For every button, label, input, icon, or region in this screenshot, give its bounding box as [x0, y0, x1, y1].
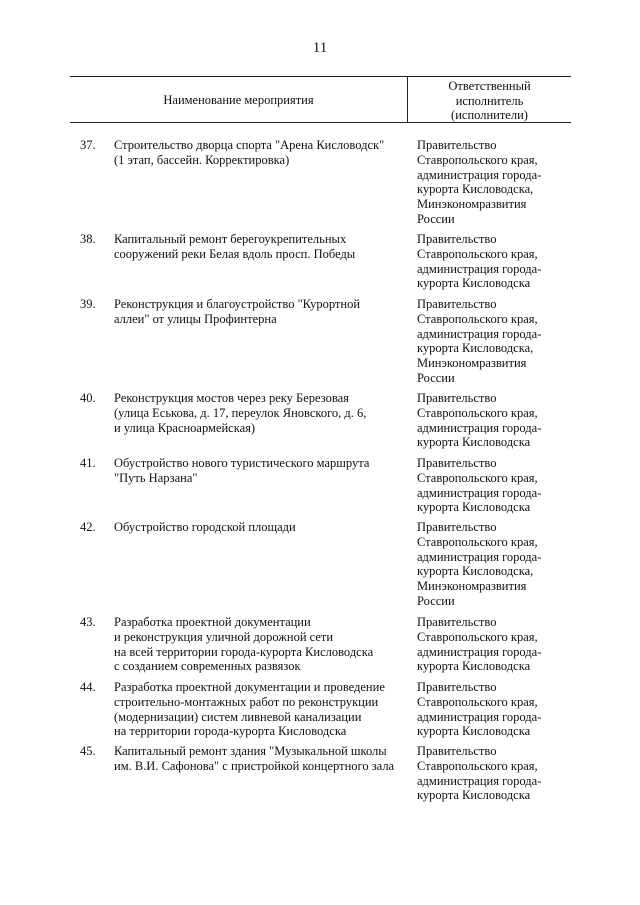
row-measure-name: Обустройство городской площади: [114, 520, 296, 534]
row-responsible: Правительство Ставропольского края, администрация города- курорта Кисловодска: [417, 456, 542, 515]
row-measure-name: Разработка проектной документации и проведение строительно-монтажных работ по реконструкции (модернизации) систем ливневой канализации на территории города-курорта Кисловодска: [114, 680, 385, 739]
row-responsible: Правительство Ставропольского края, администрация города- курорта Кисловодска, Минэкономразвития России: [417, 520, 542, 608]
column-header-responsible: Ответственный исполнитель (исполнители): [448, 79, 531, 122]
row-number: 42.: [80, 520, 96, 534]
row-number: 38.: [80, 232, 96, 246]
row-measure-name: Обустройство нового туристического маршрута "Путь Нарзана": [114, 456, 370, 485]
page-number: 11: [312, 40, 328, 56]
row-responsible: Правительство Ставропольского края, администрация города- курорта Кисловодска: [417, 615, 542, 674]
row-number: 37.: [80, 138, 96, 152]
row-measure-name: Реконструкция мостов через реку Березовая (улица Еськова, д. 17, переулок Яновского, д. 6, и улица Красноармейская): [114, 391, 367, 435]
row-responsible: Правительство Ставропольского края, администрация города- курорта Кисловодска: [417, 744, 542, 803]
row-responsible: Правительство Ставропольского края, администрация города- курорта Кисловодска, Минэкономразвития России: [417, 297, 542, 385]
row-responsible: Правительство Ставропольского края, администрация города- курорта Кисловодска: [417, 391, 542, 450]
row-responsible: Правительство Ставропольского края, администрация города- курорта Кисловодска, Минэкономразвития России: [417, 138, 542, 226]
row-measure-name: Разработка проектной документации и реконструкция уличной дорожной сети на всей территории города-курорта Кисловодска с созданием современных развязок: [114, 615, 374, 674]
column-header-name: Наименование мероприятия: [163, 93, 314, 107]
row-number: 39.: [80, 297, 96, 311]
row-number: 44.: [80, 680, 96, 694]
row-measure-name: Капитальный ремонт берегоукрепительных сооружений реки Белая вдоль просп. Победы: [114, 232, 356, 261]
row-number: 43.: [80, 615, 96, 629]
row-number: 40.: [80, 391, 96, 405]
table-top-border: [70, 76, 571, 77]
row-responsible: Правительство Ставропольского края, администрация города- курорта Кисловодска: [417, 232, 542, 291]
row-measure-name: Реконструкция и благоустройство "Курортной аллеи" от улицы Профинтерна: [114, 297, 361, 326]
row-number: 41.: [80, 456, 96, 470]
row-number: 45.: [80, 744, 96, 758]
row-measure-name: Строительство дворца спорта "Арена Кисловодск" (1 этап, бассейн. Корректировка): [114, 138, 385, 167]
row-measure-name: Капитальный ремонт здания "Музыкальной школы им. В.И. Сафонова" с пристройкой концертного зала: [114, 744, 395, 773]
row-responsible: Правительство Ставропольского края, администрация города- курорта Кисловодска: [417, 680, 542, 739]
